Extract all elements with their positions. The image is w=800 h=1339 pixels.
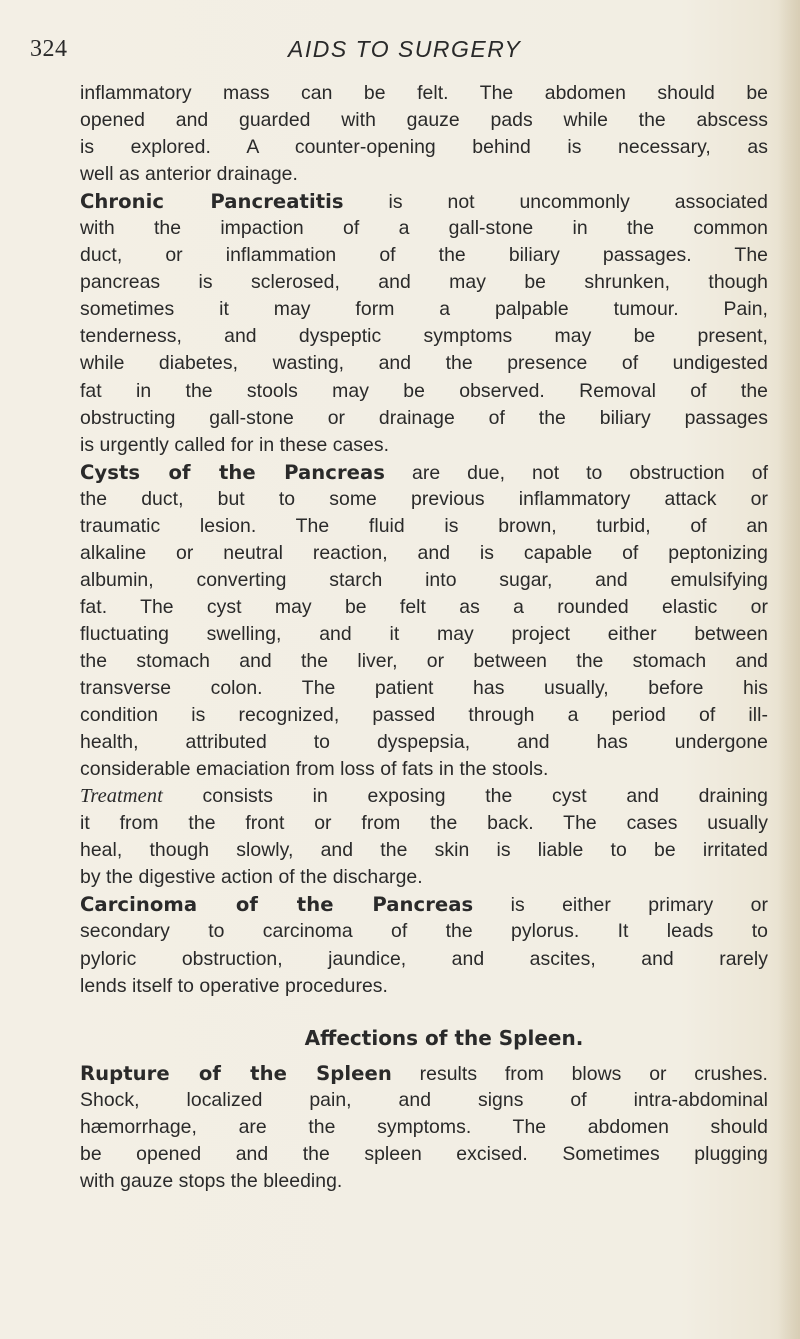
text-line (80, 215, 768, 242)
text-line (80, 350, 768, 377)
line-text: is either primary or (473, 894, 768, 917)
text-line (80, 973, 768, 1000)
line-text: are due, not to obstruction of (385, 461, 769, 484)
running-head: AIDS TO SURGERY (288, 36, 522, 62)
line-text: pancreas is sclerosed, and may be shrunken, though (80, 271, 768, 294)
text-line (80, 242, 768, 269)
line-text: transverse colon. The patient has usually, before his (80, 677, 768, 700)
line-text: be opened and the spleen excised. Sometimes plugging (80, 1142, 768, 1165)
body-text (80, 80, 768, 1195)
text-line (80, 1087, 768, 1114)
line-text: obstructing gall-stone or drainage of the biliary passages (80, 406, 768, 429)
page-header (30, 36, 772, 66)
line-text: health, attributed to dyspepsia, and has undergone (80, 731, 768, 754)
page-number: 324 (30, 36, 68, 62)
text-line (80, 621, 768, 648)
line-text: with gauze stops the bleeding. (80, 1169, 343, 1192)
text-line (80, 1168, 768, 1195)
line-text: traumatic lesion. The fluid is brown, turbid, of an (80, 514, 768, 537)
text-line (80, 1141, 768, 1168)
line-text: fat in the stools may be observed. Removal of the (80, 379, 768, 402)
text-line (80, 891, 768, 918)
line-text: is not uncommonly associated (343, 191, 768, 214)
line-text: the duct, but to some previous inflammatory attack or (80, 487, 768, 510)
text-line (80, 864, 768, 891)
line-text: results from blows or crushes. (391, 1062, 768, 1085)
text-line (80, 323, 768, 350)
section-title: Affections of the Spleen. (304, 1025, 584, 1050)
text-line (80, 269, 768, 296)
line-text: is urgently called for in these cases. (80, 433, 390, 456)
line-text: it from the front or from the back. The cases usually (80, 812, 768, 835)
line-text: lends itself to operative procedures. (80, 974, 388, 997)
line-text: fat. The cyst may be felt as a rounded elastic or (80, 595, 768, 618)
text-line (80, 810, 768, 837)
line-text: tenderness, and dyspeptic symptoms may be present, (80, 325, 768, 348)
text-line (80, 918, 768, 945)
line-text: opened and guarded with gauze pads while the abscess (80, 109, 768, 132)
text-line (80, 567, 768, 594)
line-text: pyloric obstruction, jaundice, and ascites, and rarely (80, 947, 768, 970)
line-text: albumin, converting starch into sugar, and emulsifying (80, 568, 768, 591)
text-line (80, 540, 768, 567)
line-text: with the impaction of a gall-stone in the common (80, 217, 768, 240)
text-line (80, 702, 768, 729)
text-line (80, 594, 768, 621)
text-line (80, 161, 768, 188)
text-line (80, 783, 768, 810)
text-line (80, 107, 768, 134)
line-text: alkaline or neutral reaction, and is capable of peptonizing (80, 541, 768, 564)
line-text: Shock, localized pain, and signs of intra-abdominal (80, 1088, 768, 1111)
text-line (80, 378, 768, 405)
line-text: fluctuating swelling, and it may project either between (80, 622, 768, 645)
text-line (80, 675, 768, 702)
paragraph-heading: Cysts of the Pancreas (80, 460, 386, 484)
text-line (80, 296, 768, 323)
text-line (80, 837, 768, 864)
text-line (80, 513, 768, 540)
text-line (80, 756, 768, 783)
line-text: condition is recognized, passed through a period of ill- (80, 704, 768, 727)
text-line (80, 432, 768, 459)
line-text: the stomach and the liver, or between the stomach and (80, 649, 768, 672)
text-line (80, 188, 768, 215)
line-text: by the digestive action of the discharge. (80, 866, 423, 889)
text-line (80, 946, 768, 973)
text-line (80, 459, 768, 486)
page-edge-shadow (778, 0, 800, 1339)
line-text: consists in exposing the cyst and draining (162, 785, 768, 808)
line-text: while diabetes, wasting, and the presence of undigested (80, 352, 768, 375)
line-text: is explored. A counter-opening behind is necessary, as (80, 136, 768, 159)
line-text: sometimes it may form a palpable tumour. Pain, (80, 298, 768, 321)
line-text: heal, though slowly, and the skin is liable to be irritated (80, 839, 768, 862)
line-text: duct, or inflammation of the biliary passages. The (80, 244, 768, 267)
text-line (80, 729, 768, 756)
paragraph-heading: Chronic Pancreatitis (80, 190, 344, 214)
text-line (80, 486, 768, 513)
text-line (80, 80, 768, 107)
text-line (80, 405, 768, 432)
pancreas-section (80, 80, 768, 1000)
text-line (80, 1114, 768, 1141)
line-text: considerable emaciation from loss of fats in the stools. (80, 758, 549, 781)
line-text: hæmorrhage, are the symptoms. The abdomen should (80, 1115, 768, 1138)
text-line (80, 1060, 768, 1087)
paragraph-heading: Carcinoma of the Pancreas (80, 893, 474, 917)
paragraph-heading: Rupture of the Spleen (80, 1061, 392, 1085)
italic-heading: Treatment (80, 785, 163, 808)
text-line (80, 134, 768, 161)
line-text: well as anterior drainage. (80, 163, 298, 186)
text-line (80, 648, 768, 675)
line-text: inflammatory mass can be felt. The abdomen should be (80, 82, 768, 104)
spleen-section (80, 1060, 768, 1195)
line-text: secondary to carcinoma of the pylorus. It leads to (80, 920, 768, 943)
